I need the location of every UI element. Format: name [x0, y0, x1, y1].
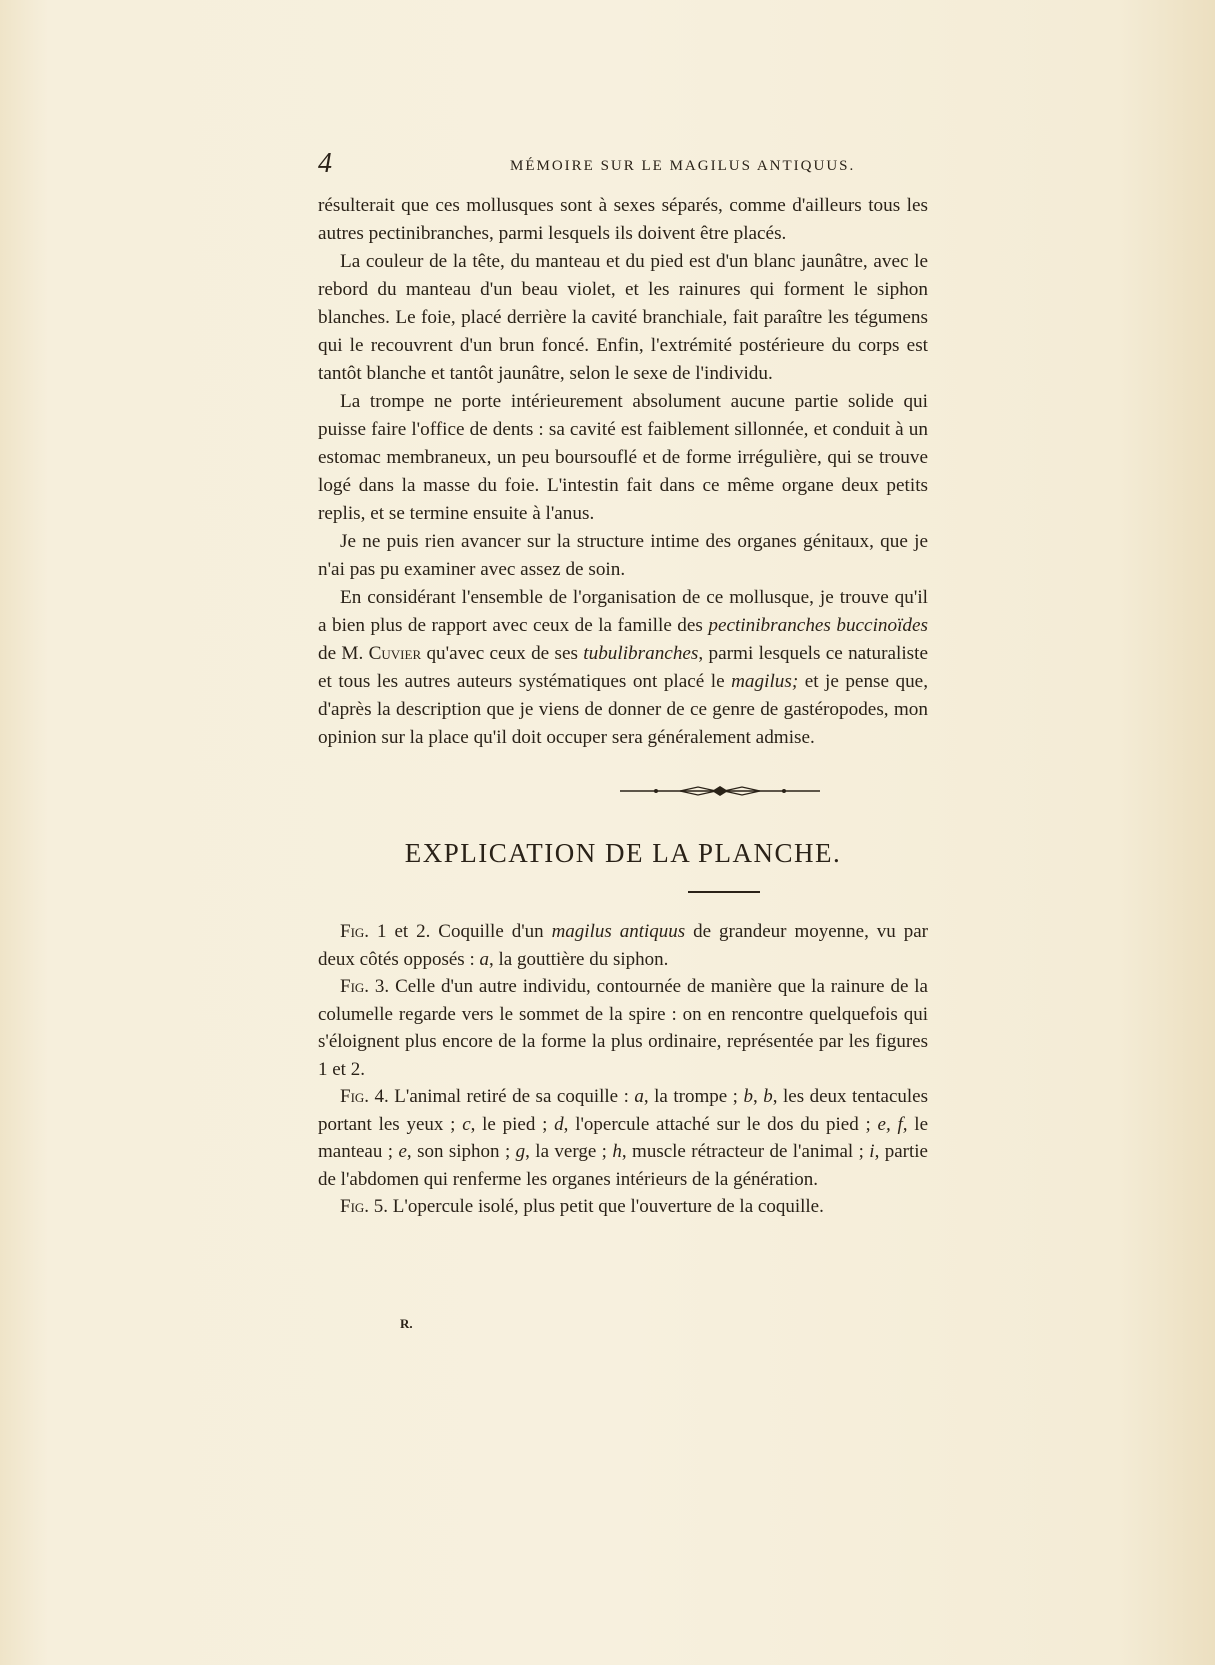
text-run: , la verge ;	[525, 1141, 613, 1162]
italic-letter: d	[554, 1113, 564, 1135]
text-run: En considérant l'ensemble de l'organisation de ce mollusque, je trouve qu'il a bien plus de rapport avec ceux de la famille des	[318, 587, 928, 636]
italic-letter: a	[479, 948, 489, 970]
italic-letter: b	[743, 1086, 753, 1107]
italic-letter: i	[869, 1141, 875, 1162]
figure-label: Fig.	[340, 976, 370, 997]
italic-letter: e	[398, 1141, 407, 1162]
text-run: de grandeur moyenne, vu par deux côtés opposés :	[318, 921, 929, 970]
text-run: 3. Celle d'un autre individu, contournée de manière que la rainure de la columelle regarde vers le sommet de la spire : on en rencontre quelquefois qui s'éloignent plus encore de la forme la plus ordinaire, représentée par les figures 1 et 2.	[318, 976, 928, 1080]
text-run: le manteau ;	[318, 1113, 929, 1162]
text-run: , la gouttière du siphon.	[488, 948, 669, 970]
text-run: 5. L'opercule isolé, plus petit que l'ouverture de la coquille.	[369, 1196, 824, 1217]
text-run: ,	[752, 1086, 764, 1107]
text-run: , son siphon ;	[406, 1141, 516, 1162]
text-run: 4. L'animal retiré de sa coquille :	[369, 1086, 635, 1107]
text-run: , muscle rétracteur de l'animal ;	[621, 1141, 870, 1162]
text-run: et je pense que, d'après la description que je viens de donner de ce genre de gastéropodes, mon opinion sur la place qu'il doit occuper sera généralement admise.	[318, 671, 928, 748]
figure-4-caption	[318, 1083, 928, 1193]
figure-label: Fig.	[340, 1196, 370, 1217]
text-run: de M.	[318, 643, 369, 664]
page-header	[318, 148, 928, 182]
figure-5-caption	[318, 1193, 928, 1221]
running-title: MÉMOIRE SUR LE MAGILUS ANTIQUUS.	[510, 158, 856, 174]
figure-label: Fig.	[340, 921, 370, 942]
plate-title: EXPLICATION DE LA PLANCHE.	[404, 838, 842, 868]
plate-explanation	[318, 918, 928, 1221]
body-text	[318, 192, 928, 752]
text-run: , l'opercule attaché sur le dos du pied ;	[563, 1113, 878, 1135]
ornament-divider	[620, 784, 820, 798]
italic-term: magilus antiquus	[551, 921, 686, 942]
italic-letter: e, f,	[877, 1113, 908, 1135]
paragraph-1: résulterait que ces mollusques sont à sexes séparés, comme d'ailleurs tous les autres pectinibranches, parmi lesquels ils doivent être placés.	[318, 195, 928, 244]
italic-term: tubulibranches	[583, 643, 699, 664]
title-rule	[688, 891, 760, 893]
paragraph-5	[318, 584, 928, 752]
italic-letter: g	[515, 1141, 526, 1162]
figure-label: Fig.	[340, 1086, 370, 1107]
text-run: , partie de l'abdomen qui renferme les organes intérieurs de la génération.	[318, 1141, 928, 1190]
italic-letter: b	[763, 1086, 773, 1107]
figure-3-caption	[318, 973, 928, 1083]
paragraph-3: La trompe ne porte intérieurement absolument aucune partie solide qui puisse faire l'office de dents : sa cavité est faiblement sillonnée, et conduit à un estomac membraneux, un peu boursouflé et de forme irrégulière, qui se trouve logé dans la masse du foie. L'intestin fait dans ce même organe deux petits replis, et se termine ensuite à l'anus.	[318, 391, 928, 524]
figure-1-caption	[318, 918, 928, 973]
text-run: , les deux tentacules portant les yeux ;	[318, 1086, 928, 1135]
italic-term: pectinibranches buccinoïdes	[708, 615, 929, 636]
italic-letter: c	[462, 1113, 471, 1135]
paragraph-4: Je ne puis rien avancer sur la structure intime des organes génitaux, que je n'ai pas pu examiner avec assez de soin.	[318, 531, 928, 580]
italic-term: magilus;	[731, 671, 799, 692]
paragraph-2: La couleur de la tête, du manteau et du pied est d'un blanc jaunâtre, avec le rebord du manteau d'un beau violet, et les rainures qui forment le siphon blanches. Le foie, placé derrière la cavité branchiale, fait paraître les tégumens qui le recouvrent d'un brun foncé. Enfin, l'extrémité postérieure du corps est tantôt blanche et tantôt jaunâtre, selon le sexe de l'individu.	[318, 251, 928, 384]
text-run: , le pied ;	[470, 1113, 555, 1135]
italic-letter: h	[612, 1141, 622, 1162]
page-number: 4	[318, 148, 332, 179]
italic-letter: a	[634, 1086, 644, 1107]
text-run: , parmi lesquels ce naturaliste et tous les autres auteurs systématiques ont placé le	[318, 643, 928, 692]
author-signature: R.	[400, 1316, 413, 1331]
text-run: 1 et 2. Coquille d'un	[369, 921, 552, 942]
text-run: , la trompe ;	[643, 1086, 744, 1107]
author-name: Cuvier	[368, 643, 422, 664]
text-run: qu'avec ceux de ses	[421, 643, 584, 664]
